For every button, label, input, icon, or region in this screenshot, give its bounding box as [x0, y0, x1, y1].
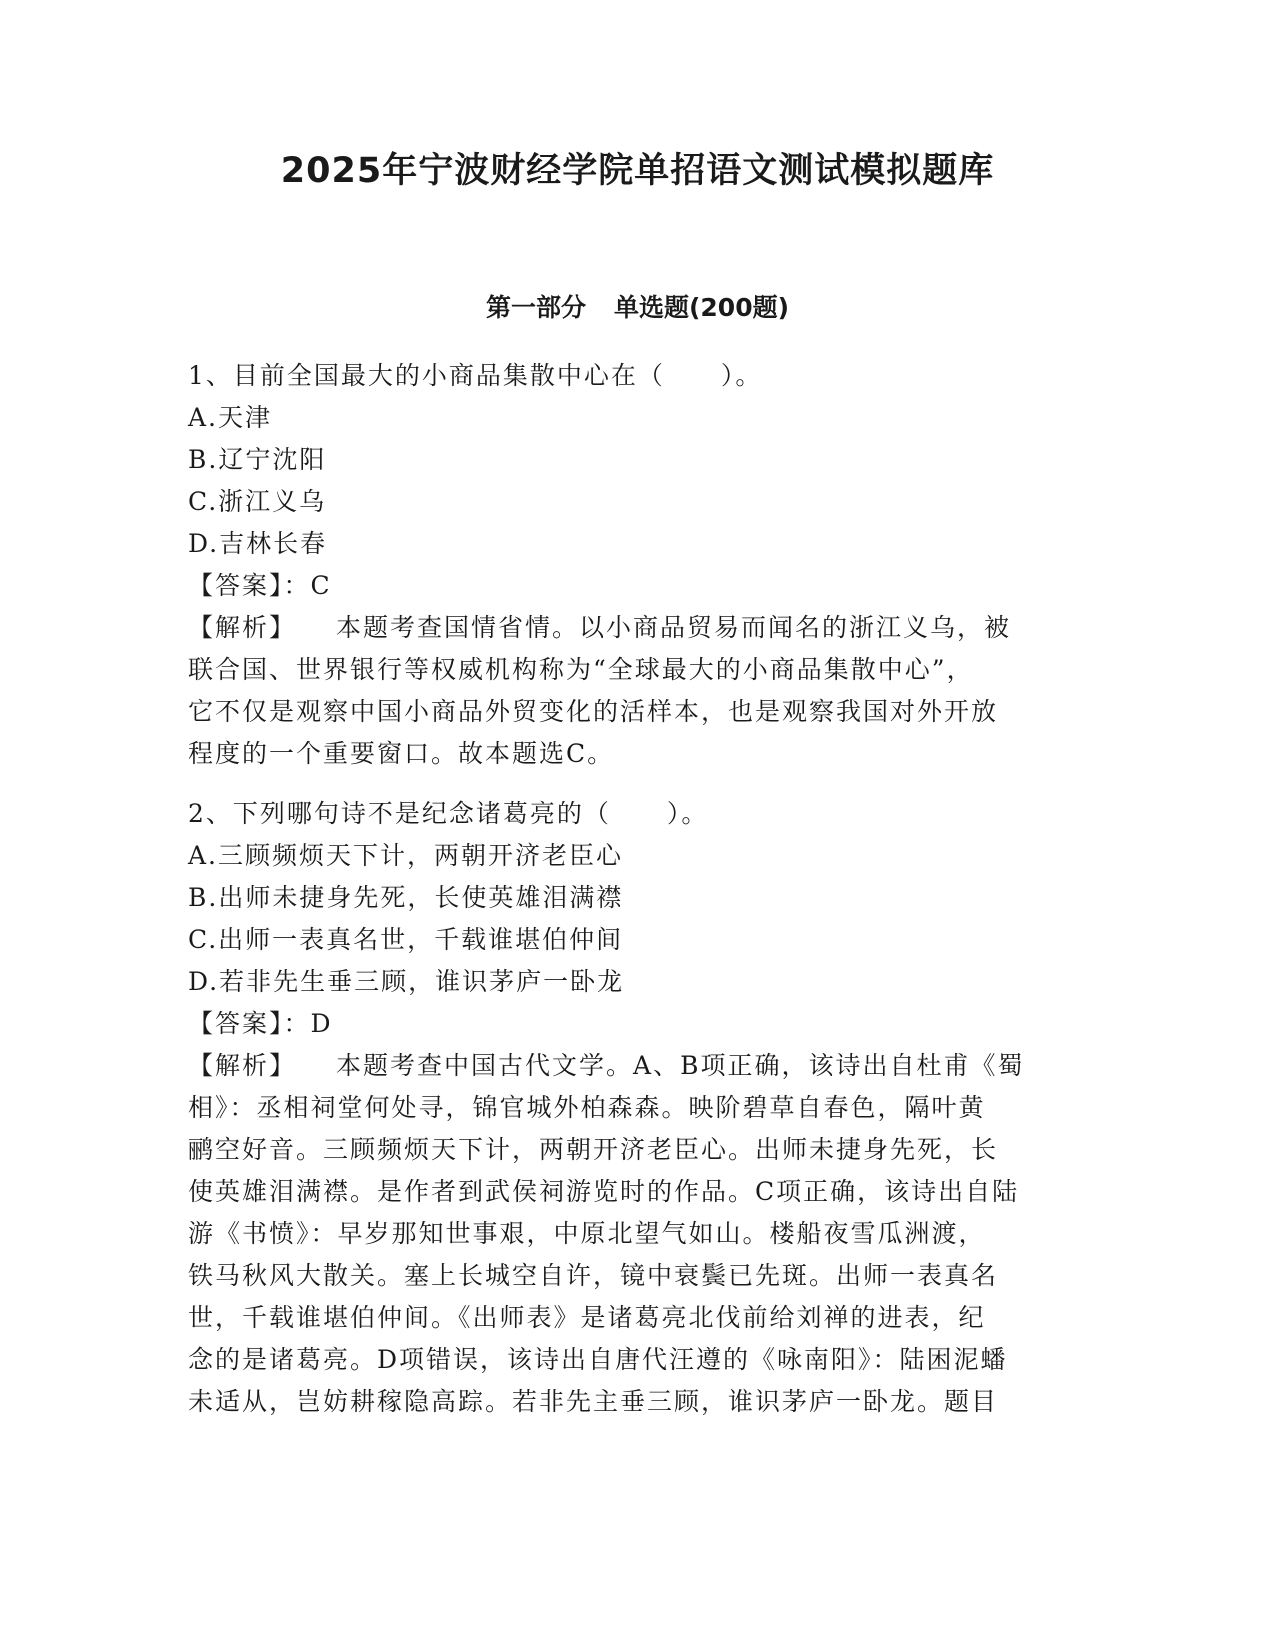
- analysis-line: 未适从，岂妨耕稼隐高踪。若非先主垂三顾，谁识茅庐一卧龙。题目: [188, 1387, 999, 1416]
- analysis-line: 游《书愤》：早岁那知世事艰，中原北望气如山。楼船夜雪瓜洲渡，: [188, 1219, 986, 1248]
- analysis-line: 程度的一个重要窗口。故本题选C。: [188, 739, 615, 768]
- analysis-line: 世，千载谁堪伯仲间。《出师表》是诸葛亮北伐前给刘禅的进表，纪: [188, 1303, 986, 1332]
- section-name: 单选题(200题): [613, 293, 790, 322]
- analysis-line: 【解析】 本题考查中国古代文学。A、B项正确，该诗出自杜甫《蜀: [188, 1051, 1025, 1080]
- question-list: [188, 355, 1088, 1423]
- question-stem: 2、下列哪句诗不是纪念诸葛亮的（ ）。: [188, 799, 709, 828]
- answer-label: 【答案】：: [188, 571, 311, 600]
- analysis-line: 联合国、世界银行等权威机构称为“全球最大的小商品集散中心”，: [188, 655, 974, 684]
- analysis-line: 念的是诸葛亮。D项错误，该诗出自唐代汪遵的《咏南阳》：陆困泥蟠: [188, 1345, 1008, 1374]
- option-d: D.吉林长春: [188, 529, 328, 558]
- option-b: B.辽宁沈阳: [188, 445, 327, 474]
- option-b: B.出师未捷身先死，长使英雄泪满襟: [188, 883, 624, 912]
- analysis-line: 铁马秋风大散关。塞上长城空自许，镜中衰鬓已先斑。出师一表真名: [188, 1261, 999, 1290]
- option-a: A.三顾频烦天下计，两朝开济老臣心: [188, 841, 624, 870]
- document-title: 2025年宁波财经学院单招语文测试模拟题库: [280, 151, 995, 191]
- analysis-line: 相》：丞相祠堂何处寻，锦官城外柏森森。映阶碧草自春色，隔叶黄: [188, 1093, 986, 1122]
- answer-line: [188, 1003, 1088, 1045]
- answer-label: 【答案】：: [188, 1009, 311, 1038]
- analysis-label: 【解析】: [188, 1051, 297, 1080]
- question-1: [188, 355, 1088, 775]
- analysis-line: 它不仅是观察中国小商品外贸变化的活样本，也是观察我国对外开放: [188, 697, 999, 726]
- question-2: [188, 793, 1088, 1423]
- analysis-label: 【解析】: [188, 613, 297, 642]
- analysis-line: 【解析】 本题考查国情省情。以小商品贸易而闻名的浙江义乌，被: [188, 613, 1012, 642]
- section-title: [0, 288, 1275, 324]
- answer-value: D: [310, 1009, 333, 1038]
- option-c: C.浙江义乌: [188, 487, 327, 516]
- option-a: A.天津: [188, 403, 273, 432]
- answer-line: [188, 565, 1088, 607]
- analysis-line: 鹂空好音。三顾频烦天下计，两朝开济老臣心。出师未捷身先死，长: [188, 1135, 999, 1164]
- option-d: D.若非先生垂三顾，谁识茅庐一卧龙: [188, 967, 625, 996]
- answer-value: C: [310, 571, 332, 600]
- question-stem: 1、目前全国最大的小商品集散中心在（ ）。: [188, 361, 763, 390]
- option-c: C.出师一表真名世，千载谁堪伯仲间: [188, 925, 624, 954]
- section-part: 第一部分: [485, 293, 586, 322]
- analysis-line: 使英雄泪满襟。是作者到武侯祠游览时的作品。C项正确，该诗出自陆: [188, 1177, 1020, 1206]
